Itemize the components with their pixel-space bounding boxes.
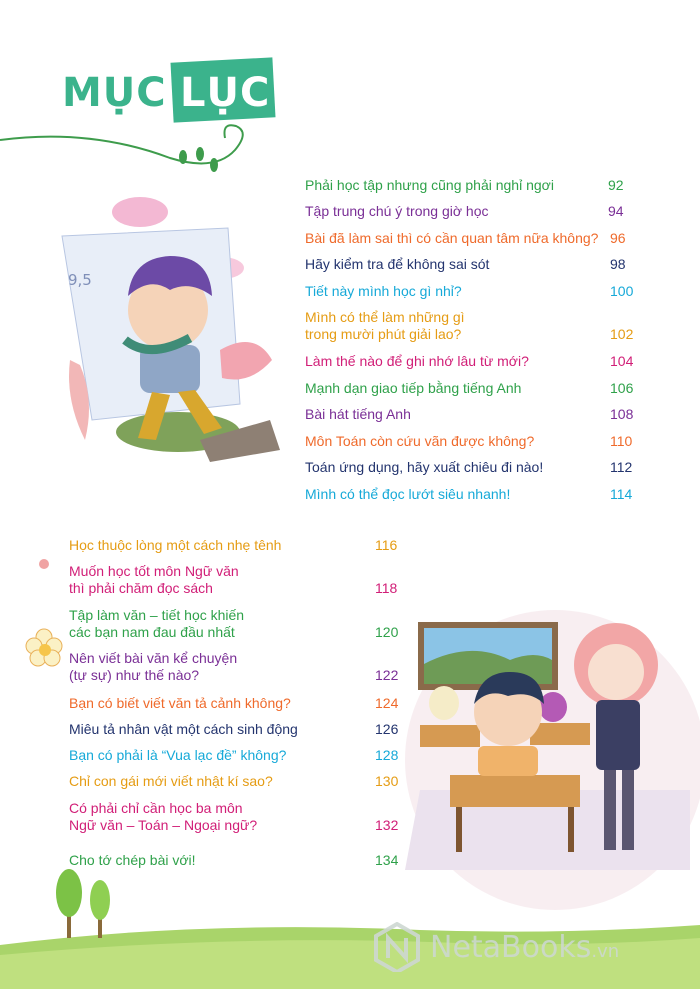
dot-decoration — [39, 559, 49, 569]
toc-entry-page: 100 — [610, 283, 634, 299]
toc-entry-title: Mình có thể làm những gì — [305, 309, 465, 325]
toc-entry-page: 92 — [608, 177, 624, 193]
toc-entry-page: 104 — [610, 353, 634, 369]
toc-entry-page: 130 — [375, 773, 399, 789]
toc-entry-title: Phải học tập nhưng cũng phải nghỉ ngơi — [305, 177, 554, 193]
toc-entry-title: Có phải chỉ cần học ba môn — [69, 800, 243, 816]
toc-entry-title: Toán ứng dụng, hãy xuất chiêu đi nào! — [305, 459, 544, 475]
toc-entry-page: 118 — [375, 580, 398, 596]
toc-entry-page: 132 — [375, 817, 399, 833]
toc-entry-page: 126 — [375, 721, 399, 737]
toc-entry-page: 106 — [610, 380, 634, 396]
toc-entry-title: Bài đã làm sai thì có cần quan tâm nữa không? — [305, 230, 599, 246]
toc-entry-title: Học thuộc lòng một cách nhẹ tênh — [69, 537, 282, 553]
toc-entry-page: 122 — [375, 667, 399, 683]
toc-entry[interactable] — [69, 563, 409, 597]
toc-entry-title: Môn Toán còn cứu vãn được không? — [305, 433, 535, 449]
watermark-suffix: .vn — [591, 941, 620, 962]
toc-entry-title: Cho tớ chép bài với! — [69, 852, 196, 868]
toc-entry-page: 116 — [375, 537, 398, 553]
toc-entry-title: Bạn có phải là “Vua lạc đề” không? — [69, 747, 287, 763]
title-part-1: MỤC — [62, 70, 167, 116]
toc-entry-page: 112 — [610, 459, 633, 475]
toc-entry-title: Bạn có biết viết văn tả cảnh không? — [69, 695, 291, 711]
toc-entry-title: Tập trung chú ý trong giờ học — [305, 203, 489, 219]
toc-entry-title: Nên viết bài văn kể chuyện — [69, 650, 238, 666]
title-part-2: LỤC — [180, 70, 271, 116]
toc-entry-page: 128 — [375, 747, 399, 763]
flower-icon — [26, 629, 62, 666]
toc-entry-page: 134 — [375, 852, 399, 868]
toc-entry-title-line2: thì phải chăm đọc sách — [69, 580, 213, 596]
toc-entry-page: 98 — [610, 256, 626, 272]
toc-entry[interactable] — [69, 800, 409, 834]
toc-entry-title: Muốn học tốt môn Ngữ văn — [69, 563, 239, 579]
toc-entry[interactable] — [69, 650, 409, 684]
toc-entry-title-line2: trong mười phút giải lao? — [305, 326, 462, 342]
toc-entry-page: 120 — [375, 624, 399, 640]
leaf-icons — [179, 147, 218, 172]
classroom-illustration — [405, 610, 700, 910]
toc-entry-title: Bài hát tiếng Anh — [305, 406, 411, 422]
tree-icon — [56, 869, 82, 938]
toc-entry-title-line2: (tự sự) như thế nào? — [69, 667, 200, 683]
toc-entry-page: 124 — [375, 695, 399, 711]
boy-illustration — [62, 197, 280, 462]
toc-entry-title: Miêu tả nhân vật một cách sinh động — [69, 721, 298, 737]
toc-entry-page: 114 — [610, 486, 633, 502]
watermark — [372, 922, 692, 972]
toc-entry-page: 94 — [608, 203, 624, 219]
toc-entry-title: Tiết này mình học gì nhỉ? — [305, 283, 462, 299]
paper-score: 9,5 — [68, 271, 92, 289]
netabooks-logo-icon — [372, 922, 422, 972]
toc-entry-title-line2: các bạn nam đau đầu nhất — [69, 624, 235, 640]
toc-entry-title: Mình có thể đọc lướt siêu nhanh! — [305, 486, 511, 502]
toc-entry-title: Mạnh dạn giao tiếp bằng tiếng Anh — [305, 380, 522, 396]
toc-entry-title: Tập làm văn – tiết học khiến — [69, 607, 245, 623]
toc-entry[interactable] — [69, 607, 409, 641]
toc-entry[interactable] — [305, 309, 635, 343]
toc-entry-page: 108 — [610, 406, 634, 422]
vine-decoration — [0, 125, 243, 163]
toc-entry-page: 110 — [610, 433, 633, 449]
watermark-brand: NetaBooks — [430, 930, 592, 965]
toc-entry-page: 96 — [610, 230, 626, 246]
toc-entry-title: Làm thế nào để ghi nhớ lâu từ mới? — [305, 353, 529, 369]
toc-entry-title-line2: Ngữ văn – Toán – Ngoại ngữ? — [69, 817, 258, 833]
watermark-text — [430, 930, 619, 965]
toc-entry-page: 102 — [610, 326, 634, 342]
toc-entry-title: Hãy kiểm tra để không sai sót — [305, 256, 490, 272]
toc-entry-title: Chỉ con gái mới viết nhật kí sao? — [69, 773, 273, 789]
tree-icon — [90, 880, 110, 938]
